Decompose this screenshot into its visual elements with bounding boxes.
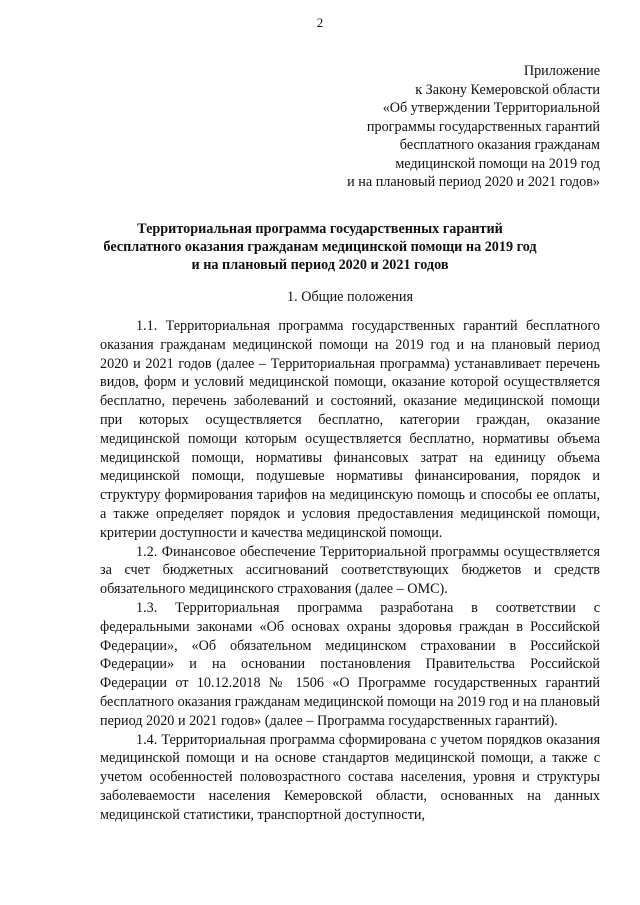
appendix-line: Приложение xyxy=(523,63,600,79)
appendix-line: и на плановый период 2020 и 2021 годов» xyxy=(347,174,600,190)
title-line: Территориальная программа государственных гарантий xyxy=(137,221,503,237)
page-number: 2 xyxy=(316,15,324,30)
section-heading: 1. Общие положения xyxy=(287,289,413,305)
document-body xyxy=(100,317,600,825)
paragraph-1-2: 1.2. Финансовое обеспечение Территориальной программы осуществляется за счет бюджетных ассигнований соответствующих бюджетов и средств обязательного медицинского страхования (далее – ОМС). xyxy=(100,543,600,598)
appendix-line: медицинской помощи на 2019 год xyxy=(395,155,600,172)
appendix-line: к Закону Кемеровской области xyxy=(415,81,600,98)
appendix-line: программы государственных гарантий xyxy=(366,118,600,135)
document-title xyxy=(60,220,580,275)
paragraph-1-4: 1.4. Территориальная программа сформирована с учетом порядков оказания медицинской помощи и на основе стандартов медицинской помощи, а также с учетом особенностей половозрастного состава населения, уровня и структуры заболеваемости населения Кемеровской области, основанных на данных медицинской статистики, транспортной доступности, xyxy=(100,731,600,823)
paragraph-1-3: 1.3. Территориальная программа разработана в соответствии с федеральными законами «Об основах охраны здоровья граждан в Российской Федерации», «Об обязательном медицинском страховании в Российской Федерации» и на основании постановления Правительства Российской Федерации от 10.12.2018 № 1506 «О Программе государственных гарантий бесплатного оказания гражданам медицинской помощи на 2019 год и на плановый период 2020 и 2021 годов» (далее – Программа государственных гарантий). xyxy=(100,599,601,729)
title-line: и на плановый период 2020 и 2021 годов xyxy=(191,257,449,274)
title-line: бесплатного оказания гражданам медицинской помощи на 2019 год xyxy=(103,239,537,256)
paragraph-1-1: 1.1. Территориальная программа государственных гарантий бесплатного оказания гражданам медицинской помощи на 2019 год и на плановый период 2020 и 2021 годов (далее – Территориальная программа) устанавливает перечень видов, форм и условий медицинской помощи, оказание которой осуществляется бесплатно, перечень заболеваний и состояний, оказание медицинской помощи при которых осуществляется бесплатно, категории граждан, оказание медицинской помощи которым осуществляется бесплатно, нормативы объема медицинской помощи, нормативы финансовых затрат на единицу объема медицинской помощи, подушевые нормативы финансирования, порядок и структуру формирования тарифов на медицинскую помощь и способы ее оплаты, а также определяет порядок и условия предоставления медицинской помощи, критерии доступности и качества медицинской помощи. xyxy=(100,318,600,541)
appendix-line: «Об утверждении Территориальной xyxy=(382,100,600,116)
appendix-line: бесплатного оказания гражданам xyxy=(399,137,600,153)
appendix-note xyxy=(280,62,600,192)
